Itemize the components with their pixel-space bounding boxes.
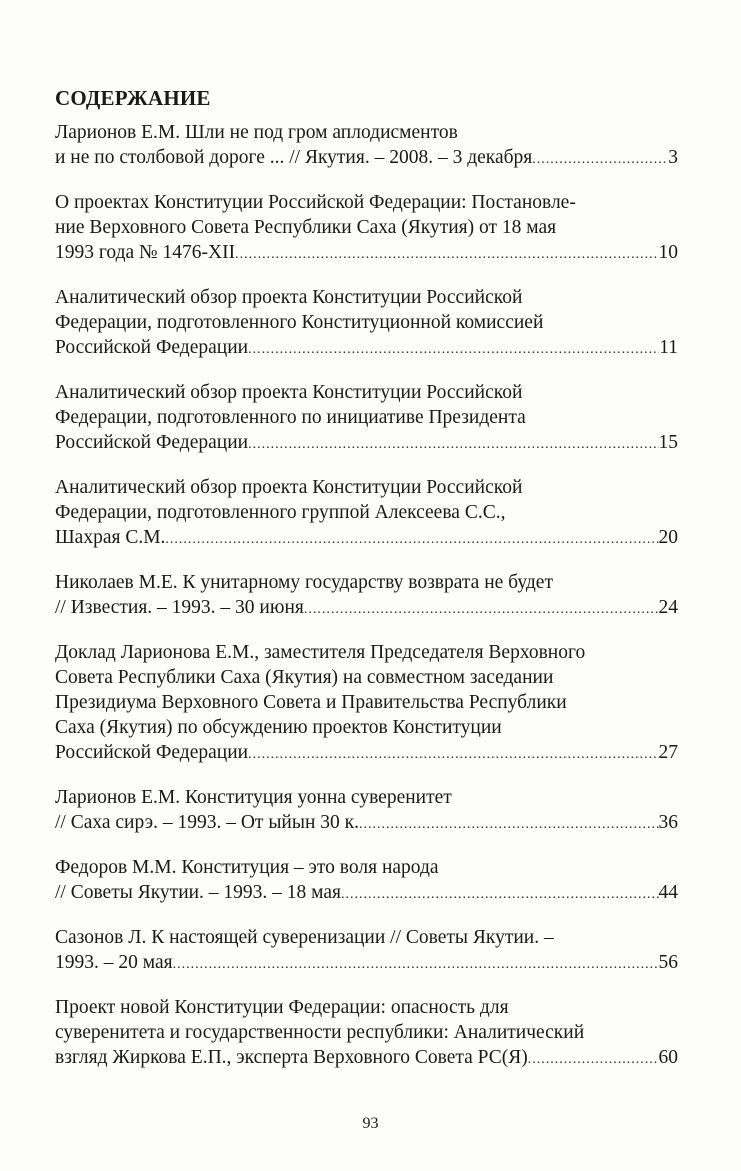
page-number: 93 <box>362 1115 379 1132</box>
toc-entry-line: Николаев М.Е. К унитарному государству возврата не будет <box>55 572 553 593</box>
toc-page-number: 60 <box>658 1047 678 1068</box>
toc-entry-last-line <box>55 810 678 837</box>
toc-entry-line: О проектах Конституции Российской Федерации: Постановле- <box>55 192 576 213</box>
toc-entry-line: Проект новой Конституции Федерации: опасность для <box>55 997 509 1018</box>
toc-entry <box>55 475 678 552</box>
toc-entry-line: Президиума Верховного Совета и Правительства Республики <box>55 692 567 713</box>
toc-entry-line: суверенитета и государственности республики: Аналитический <box>55 1022 585 1043</box>
leader-dots <box>165 527 658 552</box>
leader-dots <box>532 147 668 172</box>
toc-entry <box>55 640 678 767</box>
toc-entry-line: Аналитический обзор проекта Конституции Российской <box>55 477 523 498</box>
toc-entry-line: Ларионов Е.М. Шли не под гром аплодисментов <box>55 122 458 143</box>
toc-entry-text: // Советы Якутии. – 1993. – 18 мая <box>55 882 342 903</box>
toc-entry <box>55 120 678 172</box>
toc-entry-line: Федерации, подготовленного Конституционной комиссией <box>55 312 544 333</box>
leader-dots <box>528 1047 659 1072</box>
leader-dots <box>304 597 659 622</box>
toc-entry-line: Федерации, подготовленного по инициативе Президента <box>55 407 526 428</box>
toc-entry <box>55 925 678 977</box>
toc-entry-last-line <box>55 1045 678 1072</box>
toc-page-number: 24 <box>658 597 678 618</box>
toc-entry-text: // Саха сирэ. – 1993. – От ыйын 30 к. <box>55 812 359 833</box>
toc-page-number: 56 <box>658 952 678 973</box>
toc-entry-line: Совета Республики Саха (Якутия) на совместном заседании <box>55 667 554 688</box>
leader-dots <box>341 882 658 907</box>
toc-page-number: 27 <box>658 742 678 763</box>
table-of-contents <box>55 120 678 1090</box>
toc-entry-text: взгляд Жиркова Е.П., эксперта Верховного Совета РС(Я) <box>55 1047 528 1068</box>
toc-entry-last-line <box>55 595 678 622</box>
toc-entry-line: Аналитический обзор проекта Конституции Российской <box>55 287 523 308</box>
toc-entry-line: Саха (Якутия) по обсуждению проектов Конституции <box>55 717 502 738</box>
toc-entry-last-line <box>55 950 678 977</box>
toc-entry-line: Аналитический обзор проекта Конституции Российской <box>55 382 523 403</box>
toc-entry-text: Российской Федерации <box>55 337 249 358</box>
toc-page-number: 10 <box>658 242 678 263</box>
toc-entry-last-line <box>55 880 678 907</box>
toc-entry <box>55 785 678 837</box>
toc-entry-last-line <box>55 240 678 267</box>
toc-page-number: 3 <box>668 147 678 168</box>
toc-entry <box>55 190 678 267</box>
toc-entry-last-line <box>55 145 678 172</box>
toc-entry-text: и не по столбовой дороге ... // Якутия. – 2008. – 3 декабря <box>55 147 533 168</box>
toc-entry-line: Ларионов Е.М. Конституция уонна суверенитет <box>55 787 452 808</box>
toc-entry-last-line <box>55 525 678 552</box>
toc-entry-last-line <box>55 335 678 362</box>
toc-page-number: 11 <box>659 337 678 358</box>
toc-entry-text: 1993. – 20 мая <box>55 952 173 973</box>
leader-dots <box>248 432 658 457</box>
leader-dots <box>248 337 659 362</box>
toc-entry-line: Доклад Ларионова Е.М., заместителя Председателя Верховного <box>55 642 586 663</box>
leader-dots <box>173 952 659 977</box>
toc-entry-text: Шахрая С.М. <box>55 527 166 548</box>
toc-page-number: 20 <box>658 527 678 548</box>
toc-entry <box>55 855 678 907</box>
toc-entry <box>55 285 678 362</box>
leader-dots <box>235 242 658 267</box>
toc-entry <box>55 570 678 622</box>
leader-dots <box>359 812 659 837</box>
toc-entry-line: Сазонов Л. К настоящей суверенизации // Советы Якутии. – <box>55 927 554 948</box>
toc-page-number: 36 <box>658 812 678 833</box>
toc-entry-text: Российской Федерации <box>55 432 249 453</box>
leader-dots <box>248 742 658 767</box>
toc-entry-line: Федерации, подготовленного группой Алексеева С.С., <box>55 502 506 523</box>
toc-entry <box>55 995 678 1072</box>
toc-entry <box>55 380 678 457</box>
toc-entry-text: // Известия. – 1993. – 30 июня <box>55 597 304 618</box>
toc-entry-text: 1993 года № 1476-XII <box>55 242 236 263</box>
toc-entry-last-line <box>55 430 678 457</box>
toc-entry-line: Федоров М.М. Конституция – это воля народа <box>55 857 439 878</box>
toc-page-number: 44 <box>658 882 678 903</box>
toc-entry-text: Российской Федерации <box>55 742 249 763</box>
toc-entry-last-line <box>55 740 678 767</box>
toc-page-number: 15 <box>658 432 678 453</box>
toc-entry-line: ние Верховного Совета Республики Саха (Якутия) от 18 мая <box>55 217 557 238</box>
contents-heading: СОДЕРЖАНИЕ <box>55 86 211 110</box>
